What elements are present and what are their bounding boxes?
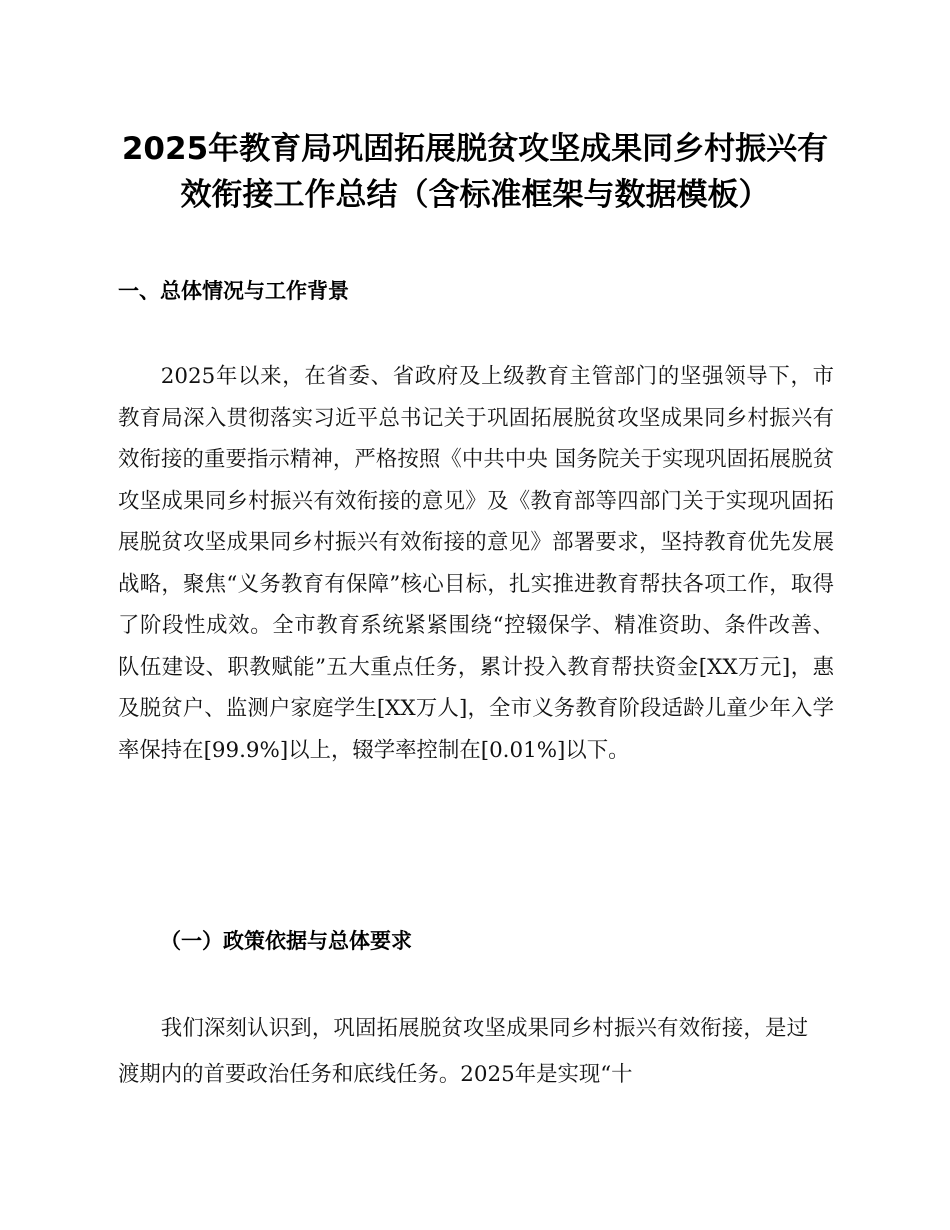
body-paragraph-policy-basis: 我们深刻认识到，巩固拓展脱贫攻坚成果同乡村振兴有效衔接，是过渡期内的首要政治任务和底线任务。2025年是实现“十 — [118, 1016, 808, 1087]
section-heading-overview: 一、总体情况与工作背景 — [118, 279, 349, 303]
subsection-heading-policy-basis: （一）政策依据与总体要求 — [160, 928, 412, 953]
body-paragraph-overview: 2025年以来，在省委、省政府及上级教育主管部门的坚强领导下，市教育局深入贯彻落实习近平总书记关于巩固拓展脱贫攻坚成果同乡村振兴有效衔接的重要指示精神，严格按照《中共中央 国务院关于实现巩固拓展脱贫攻坚成果同乡村振兴有效衔接的意见》及《教育部等四部门关于实现巩固拓展脱贫攻坚成果同乡村振兴有效衔接的意见》部署要求，坚持教育优先发展战略，聚焦“义务教育有保障”核心目标，扎实推进教育帮扶各项工作，取得了阶段性成效。全市教育系统紧紧围绕“控辍保学、精准资助、条件改善、队伍建设、职教赋能”五大重点任务，累计投入教育帮扶资金[XX万元]，惠及脱贫户、监测户家庭学生[XX万人]，全市义务教育阶段适龄儿童少年入学率保持在[99.9%]以上，辍学率控制在[0.01%]以下。 — [118, 364, 834, 763]
document-title: 2025年教育局巩固拓展脱贫攻坚成果同乡村振兴有效衔接工作总结（含标准框架与数据模板） — [121, 131, 829, 213]
